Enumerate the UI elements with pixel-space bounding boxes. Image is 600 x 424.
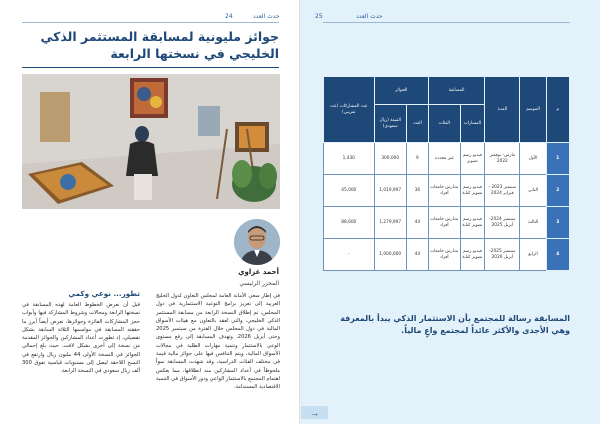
section-header: حدث العدد [253, 13, 280, 20]
cell-count: 36 [406, 175, 428, 207]
cell-duration: مارس- نوفمبر 2022 [485, 143, 520, 175]
row-index: 4 [546, 239, 569, 271]
painting-photo-illustration [22, 74, 280, 209]
cell-value: 1,019,997 [374, 175, 406, 207]
cell-count: 44 [406, 207, 428, 239]
subheading: تطور... نوعي وكمي [68, 289, 140, 298]
cell-count: 9 [406, 143, 428, 175]
header-rule [323, 22, 570, 23]
table-header: المسابقة [428, 77, 484, 105]
row-index: 2 [546, 175, 569, 207]
header-rule [22, 22, 279, 23]
cell-tracks: فيديو رسم تصوير [460, 143, 485, 175]
cell-value: 300,000 [374, 143, 406, 175]
cell-duration: سبتمبر 2024- أبريل 2025 [485, 207, 520, 239]
table-header: الموسم [520, 77, 546, 143]
table-header: م [546, 77, 569, 143]
table-subheader: الفئات [428, 105, 460, 143]
cell-season: الرابع [520, 239, 546, 271]
next-page-button[interactable] [301, 406, 328, 419]
arrow-right-icon: → [310, 407, 319, 418]
row-index: 3 [546, 207, 569, 239]
cell-participants: - [324, 239, 375, 271]
table-row [324, 207, 570, 239]
cell-categories: غير محددة [428, 143, 460, 175]
table-header: المدة [485, 77, 520, 143]
table-subheader: المسارات [460, 105, 485, 143]
table-subheader: العدد [406, 105, 428, 143]
pull-quote: المسابقة رسالة للمجتمع بأن الاستثمار الذكي يبدأ بالمعرفة وهي الأجدى والأكثر عائداً لمجتمع واعٍ مالياً. [340, 314, 570, 335]
cell-value: 1,000,000 [374, 239, 406, 271]
page-number: 25 [315, 13, 323, 20]
cell-value: 1,279,997 [374, 207, 406, 239]
cell-participants: 88,600 [324, 207, 375, 239]
cell-season: الأول [520, 143, 546, 175]
table-subheader: القيمة (ريال سعودي) [374, 105, 406, 143]
seasons-table [323, 76, 570, 271]
table-row [324, 239, 570, 271]
title-rule [22, 67, 279, 68]
table-header: عدد المشاركات (عدد تقريبي) [324, 77, 375, 143]
author-role: المحرر الرئيسي [239, 280, 279, 287]
article-title: جوائز مليونية لمسابقة المستثمر الذكي الخليجي في نسختها الرابعة [40, 29, 279, 61]
cell-count: 44 [406, 239, 428, 271]
cell-categories: مدارس جامعات أفراد [428, 207, 460, 239]
cell-tracks: فيديو رسم تصوير كتابة [460, 239, 485, 271]
cell-categories: مدارس جامعات أفراد [428, 175, 460, 207]
article-column-left: قبل أن نعرض الخطوط العامة لهذه المسابقة في نسختها الرابعة ومجالات وشروط المشاركة فيها وأبواب حجز المشاركات الفائزة وجوائزها، نعرض أيضاً أبرز ما حققته المسابقة في مواسمها الثلاثة السابقة بشكل تفصيلي، إذ تطورت أعداد المشاركين والجوائز المقدمة من نسخة إلى أخرى بشكل لافت، حيث بلغ إجمالي الجوائز في النسخة الأولى 44 مليون ريال وارتفع في النسخ اللاحقة ليصل إلى مستويات قياسية تفوق 300 ألف ريال سعودي في النسخة الرابعة. [22, 302, 140, 375]
article-column-right: في إطار سعي الأمانة العامة لمجلس التعاون لدول الخليج العربية إلى تعزيز برامج التوعية الاستثمارية في دول المجلس، تم إطلاق النسخة الرابعة من مسابقة المستثمر الذكي الخليجي، والتي تُعقد بالتعاون مع هيئات الأسواق المالية في دول المجلس خلال الفترة من سبتمبر 2025 وحتى أبريل 2026، وتهدف المسابقة إلى رفع مستوى الوعي بالاستثمار وتنمية مهارات الطلبة في مجالات الأسواق المالية، ويتم التنافس فيها على جوائز مالية قيمة في مختلف الفئات الدراسية، وقد شهدت المسابقة نمواً ملحوظاً في أعداد المشاركين منذ انطلاقها، مما يعكس اهتمام المجتمع بالاستثمار الواعي ودور الأسواق في التنمية الاقتصادية المستدامة. [156, 293, 280, 391]
cell-season: الثاني [520, 175, 546, 207]
page-number: 24 [225, 13, 233, 20]
cell-tracks: فيديو رسم تصوير كتابة [460, 207, 485, 239]
article-photo [22, 74, 280, 209]
author-name: أحمد غزاوي [238, 268, 279, 276]
cell-duration: سبتمبر 2023 - فبراير 2024 [485, 175, 520, 207]
table-header: الجوائز [374, 77, 428, 105]
row-index: 1 [546, 143, 569, 175]
cell-participants: 45,000 [324, 175, 375, 207]
table-row [324, 143, 570, 175]
section-header: حدث العدد [356, 13, 383, 20]
table-row [324, 175, 570, 207]
cell-season: الثالث [520, 207, 546, 239]
cell-tracks: فيديو رسم تصوير كتابة [460, 175, 485, 207]
author-avatar [233, 218, 281, 266]
cell-categories: مدارس جامعات أفراد [428, 239, 460, 271]
cell-participants: 1,430 [324, 143, 375, 175]
cell-duration: سبتمبر 2025- أبريل 2026 [485, 239, 520, 271]
